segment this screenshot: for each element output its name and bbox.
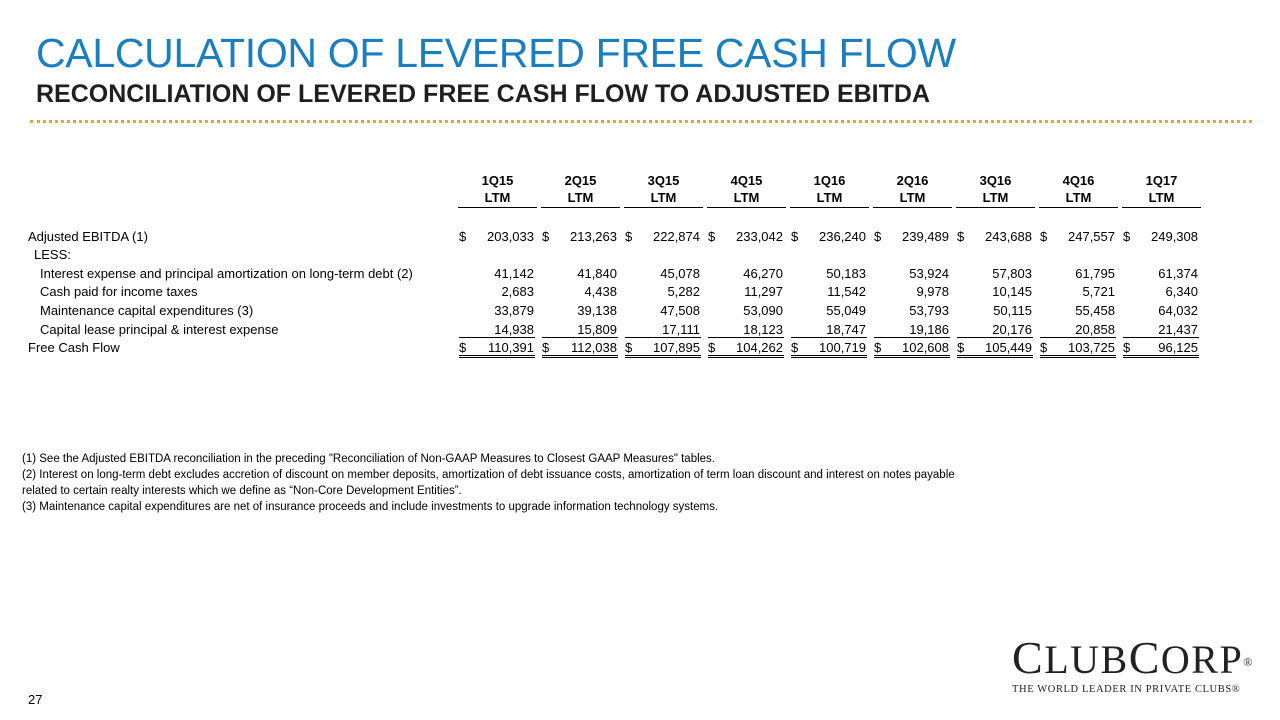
cell-taxes	[791, 284, 867, 299]
footnote-2: (2) Interest on long-term debt excludes accretion of discount on member deposits, amortization of debt issuance costs, amortization of term loan discount and interest on notes payable related to certain realty interests which we define as “Non-Core Development Entities”.	[22, 469, 955, 497]
row-label-capex: Maintenance capital expenditures (3)	[40, 303, 254, 318]
cell-value: 19,186	[909, 322, 949, 337]
cell-value: 5,282	[667, 284, 700, 299]
currency-symbol: $	[625, 340, 633, 355]
cell-interest	[791, 266, 867, 281]
cell-interest	[459, 266, 535, 281]
footnotes	[22, 451, 982, 515]
ltm-label: LTM	[624, 189, 703, 208]
ltm-label: LTM	[790, 189, 869, 208]
cell-interest	[1123, 266, 1199, 281]
column-header-3q16	[956, 172, 1035, 208]
currency-symbol: $	[625, 229, 633, 244]
cell-capex	[625, 303, 701, 318]
cell-value: 18,123	[743, 322, 783, 337]
cell-taxes	[957, 284, 1033, 299]
cell-lease	[1040, 322, 1116, 338]
cell-value: 11,542	[827, 284, 866, 299]
cell-value: 15,809	[577, 322, 617, 337]
cell-value: 55,458	[1075, 303, 1115, 318]
cell-value: 247,557	[1068, 229, 1115, 244]
cell-value: 203,033	[487, 229, 534, 244]
cell-interest	[625, 266, 701, 281]
clubcorp-logo	[1012, 632, 1254, 695]
currency-symbol: $	[708, 229, 716, 244]
period-label: 3Q16	[979, 173, 1012, 188]
cell-value: 104,262	[736, 340, 783, 355]
ltm-label: LTM	[1122, 189, 1201, 208]
cell-value: 39,138	[577, 303, 617, 318]
cell-value: 6,340	[1165, 284, 1198, 299]
cell-ebitda	[459, 229, 535, 244]
cell-taxes	[1040, 284, 1116, 299]
cell-lease	[957, 322, 1033, 338]
cell-taxes	[874, 284, 950, 299]
cell-fcf	[1040, 340, 1116, 358]
period-label: 1Q16	[813, 173, 846, 188]
column-header-4q15	[707, 172, 786, 208]
cell-interest	[1040, 266, 1116, 281]
currency-symbol: $	[957, 340, 965, 355]
period-label: 1Q15	[481, 173, 514, 188]
cell-lease	[625, 322, 701, 338]
period-label: 3Q15	[647, 173, 680, 188]
currency-symbol: $	[542, 229, 550, 244]
cell-value: 5,721	[1082, 284, 1115, 299]
row-label-taxes: Cash paid for income taxes	[40, 284, 198, 299]
row-label-lease: Capital lease principal & interest expense	[40, 322, 279, 337]
cell-value: 53,924	[909, 266, 949, 281]
ltm-label: LTM	[873, 189, 952, 208]
cell-value: 57,803	[992, 266, 1032, 281]
cell-capex	[874, 303, 950, 318]
cell-fcf	[957, 340, 1033, 358]
period-label: 2Q15	[564, 173, 597, 188]
cell-value: 21,437	[1158, 322, 1198, 337]
cell-value: 10,145	[992, 284, 1032, 299]
cell-value: 236,240	[819, 229, 866, 244]
cell-fcf	[791, 340, 867, 358]
cell-value: 46,270	[743, 266, 783, 281]
currency-symbol: $	[791, 340, 799, 355]
cell-capex	[708, 303, 784, 318]
cell-interest	[542, 266, 618, 281]
currency-symbol: $	[874, 340, 882, 355]
cell-lease	[1123, 322, 1199, 338]
cell-value: 61,374	[1158, 266, 1198, 281]
cell-value: 105,449	[985, 340, 1032, 355]
cell-value: 4,438	[584, 284, 617, 299]
cell-value: 53,793	[909, 303, 949, 318]
column-header-1q17	[1122, 172, 1201, 208]
cell-value: 18,747	[826, 322, 866, 337]
currency-symbol: $	[1040, 229, 1048, 244]
cell-value: 222,874	[653, 229, 700, 244]
logo-wordmark: CLUBCORP®	[1012, 632, 1254, 683]
cell-capex	[542, 303, 618, 318]
cell-value: 239,489	[902, 229, 949, 244]
logo-tagline: THE WORLD LEADER IN PRIVATE CLUBS®	[1012, 684, 1241, 695]
currency-symbol: $	[542, 340, 550, 355]
cell-capex	[1123, 303, 1199, 318]
cell-value: 53,090	[743, 303, 783, 318]
cell-value: 102,608	[902, 340, 949, 355]
footnote-3: (3) Maintenance capital expenditures are net of insurance proceeds and include investments to upgrade information technology systems.	[22, 501, 719, 513]
cell-taxes	[542, 284, 618, 299]
currency-symbol: $	[1123, 340, 1131, 355]
cell-value: 14,938	[494, 322, 534, 337]
ltm-label: LTM	[707, 189, 786, 208]
cell-taxes	[625, 284, 701, 299]
cell-ebitda	[708, 229, 784, 244]
cell-lease	[708, 322, 784, 338]
cell-value: 61,795	[1075, 266, 1115, 281]
cell-capex	[1040, 303, 1116, 318]
currency-symbol: $	[1123, 229, 1131, 244]
cell-value: 17,111	[662, 322, 700, 337]
cell-ebitda	[874, 229, 950, 244]
period-label: 1Q17	[1145, 173, 1178, 188]
cell-capex	[957, 303, 1033, 318]
cell-value: 55,049	[826, 303, 866, 318]
row-label-interest: Interest expense and principal amortization on long-term debt (2)	[40, 266, 413, 281]
cell-ebitda	[1040, 229, 1116, 244]
cell-value: 41,142	[494, 266, 534, 281]
cell-value: 112,038	[570, 340, 617, 355]
cell-interest	[957, 266, 1033, 281]
row-label-ebitda: Adjusted EBITDA (1)	[28, 229, 148, 244]
currency-symbol: $	[708, 340, 716, 355]
period-label: 4Q15	[730, 173, 763, 188]
column-header-2q15	[541, 172, 620, 208]
cell-capex	[459, 303, 535, 318]
currency-symbol: $	[459, 229, 467, 244]
slide-subtitle: RECONCILIATION OF LEVERED FREE CASH FLOW TO ADJUSTED EBITDA	[36, 80, 931, 108]
cell-fcf	[459, 340, 535, 358]
cell-fcf	[708, 340, 784, 358]
cell-taxes	[459, 284, 535, 299]
currency-symbol: $	[874, 229, 882, 244]
ltm-label: LTM	[1039, 189, 1118, 208]
ltm-label: LTM	[541, 189, 620, 208]
cell-value: 64,032	[1158, 303, 1198, 318]
cell-value: 33,879	[494, 303, 534, 318]
currency-symbol: $	[1040, 340, 1048, 355]
row-label-fcf: Free Cash Flow	[28, 340, 120, 355]
currency-symbol: $	[459, 340, 467, 355]
ltm-label: LTM	[956, 189, 1035, 208]
cell-fcf	[1123, 340, 1199, 358]
cell-ebitda	[1123, 229, 1199, 244]
cell-lease	[874, 322, 950, 338]
currency-symbol: $	[791, 229, 799, 244]
cell-fcf	[542, 340, 618, 358]
dotted-divider	[30, 120, 1252, 123]
footnote-1: (1) See the Adjusted EBITDA reconciliation in the preceding "Reconciliation of Non-GAAP Measures to Closest GAAP Measures" tables.	[22, 453, 715, 465]
cell-value: 11,297	[744, 284, 783, 299]
cell-capex	[791, 303, 867, 318]
row-label-less: LESS:	[34, 247, 71, 262]
cell-lease	[791, 322, 867, 338]
cell-value: 45,078	[660, 266, 700, 281]
slide-title: CALCULATION OF LEVERED FREE CASH FLOW	[36, 30, 956, 76]
cell-value: 20,176	[992, 322, 1032, 337]
column-header-2q16	[873, 172, 952, 208]
column-header-1q15	[458, 172, 537, 208]
cell-value: 50,115	[993, 303, 1032, 318]
cell-ebitda	[542, 229, 618, 244]
cell-ebitda	[625, 229, 701, 244]
cell-ebitda	[791, 229, 867, 244]
period-label: 4Q16	[1062, 173, 1095, 188]
cell-value: 249,308	[1151, 229, 1198, 244]
cell-value: 47,508	[660, 303, 700, 318]
cell-value: 9,978	[916, 284, 949, 299]
cell-value: 2,683	[501, 284, 534, 299]
cell-value: 100,719	[819, 340, 866, 355]
cell-taxes	[708, 284, 784, 299]
cell-value: 107,895	[653, 340, 700, 355]
cell-taxes	[1123, 284, 1199, 299]
cell-lease	[459, 322, 535, 338]
column-header-3q15	[624, 172, 703, 208]
cell-value: 110,391	[487, 340, 534, 355]
cell-value: 20,858	[1075, 322, 1115, 337]
ltm-label: LTM	[458, 189, 537, 208]
cell-fcf	[874, 340, 950, 358]
cell-value: 243,688	[985, 229, 1032, 244]
cell-value: 213,263	[570, 229, 617, 244]
cell-lease	[542, 322, 618, 338]
page-number: 27	[28, 692, 43, 707]
cell-fcf	[625, 340, 701, 358]
currency-symbol: $	[957, 229, 965, 244]
cell-ebitda	[957, 229, 1033, 244]
cell-value: 103,725	[1068, 340, 1115, 355]
column-header-1q16	[790, 172, 869, 208]
cell-value: 50,183	[826, 266, 866, 281]
column-header-4q16	[1039, 172, 1118, 208]
cell-interest	[874, 266, 950, 281]
cell-value: 233,042	[736, 229, 783, 244]
cell-interest	[708, 266, 784, 281]
cell-value: 41,840	[577, 266, 617, 281]
period-label: 2Q16	[896, 173, 929, 188]
cell-value: 96,125	[1158, 340, 1198, 355]
